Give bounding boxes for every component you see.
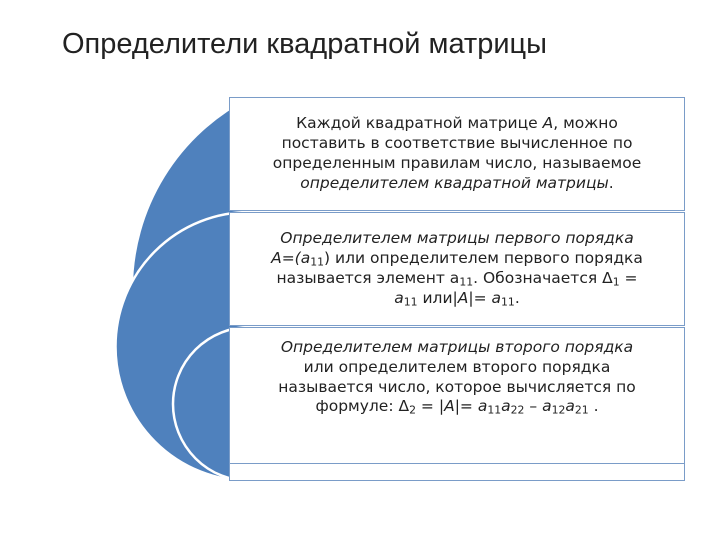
- text-line: или определителем второго порядка: [303, 357, 611, 376]
- empty-panel-bottom: [229, 463, 685, 481]
- text-var: а: [477, 397, 488, 416]
- text-var: а: [542, 397, 552, 416]
- text-var: А: [444, 397, 455, 416]
- text-run: формуле: Δ: [315, 397, 410, 416]
- text-var: а: [491, 288, 501, 307]
- text-run: .: [608, 173, 614, 192]
- text-sub: 1: [612, 275, 620, 289]
- text-line: поставить в соответствие вычисленное по: [281, 134, 633, 153]
- text-line: называется число, которое вычисляется по: [278, 377, 636, 396]
- text-sub: 11: [487, 404, 502, 418]
- text-run: . Обозначается Δ: [473, 269, 613, 287]
- text-sub: 21: [574, 404, 589, 418]
- definition-panel-general: [229, 97, 685, 211]
- text-run: .: [514, 288, 520, 307]
- text-var: а: [565, 397, 575, 416]
- text-sub: 22: [510, 404, 525, 418]
- definition-panel-first-order: [229, 212, 685, 326]
- text-sub: 11: [403, 295, 418, 309]
- text-run: А=(: [271, 249, 301, 268]
- text-var: а: [501, 397, 511, 416]
- text-sub: 12: [551, 404, 566, 418]
- definition-panel-second-order: [229, 327, 685, 464]
- text-var: А: [542, 114, 554, 133]
- text-run: ) или определителем первого порядка: [324, 249, 643, 268]
- panel-text: [236, 114, 678, 193]
- text-run: = |: [416, 397, 445, 416]
- text-var: а: [394, 288, 404, 307]
- text-sub: 11: [310, 255, 325, 269]
- text-run: Каждой квадратной матрице: [296, 114, 543, 133]
- text-run: =: [619, 269, 638, 287]
- text-run: или|: [417, 288, 458, 307]
- panel-text: [236, 338, 678, 417]
- text-run: называется элемент а: [276, 269, 460, 287]
- text-run: |=: [454, 397, 478, 416]
- text-line: Определителем матрицы второго порядка: [280, 338, 634, 356]
- text-run: |=: [468, 288, 492, 307]
- text-line: Определителем матрицы первого порядка: [280, 229, 634, 248]
- text-run: , можно: [553, 114, 618, 133]
- text-var: А: [457, 288, 469, 307]
- text-var: а: [300, 249, 311, 268]
- panel-text: [236, 229, 678, 308]
- text-emphasis: определителем квадратной матрицы: [300, 173, 609, 192]
- text-run: .: [588, 397, 599, 416]
- text-line: определенным правилам число, называемое: [272, 154, 642, 172]
- text-sub: 11: [459, 275, 474, 289]
- text-sub: 2: [409, 404, 416, 418]
- slide-title: Определители квадратной матрицы: [62, 28, 547, 60]
- text-sub: 11: [501, 295, 515, 309]
- text-run: –: [524, 397, 543, 416]
